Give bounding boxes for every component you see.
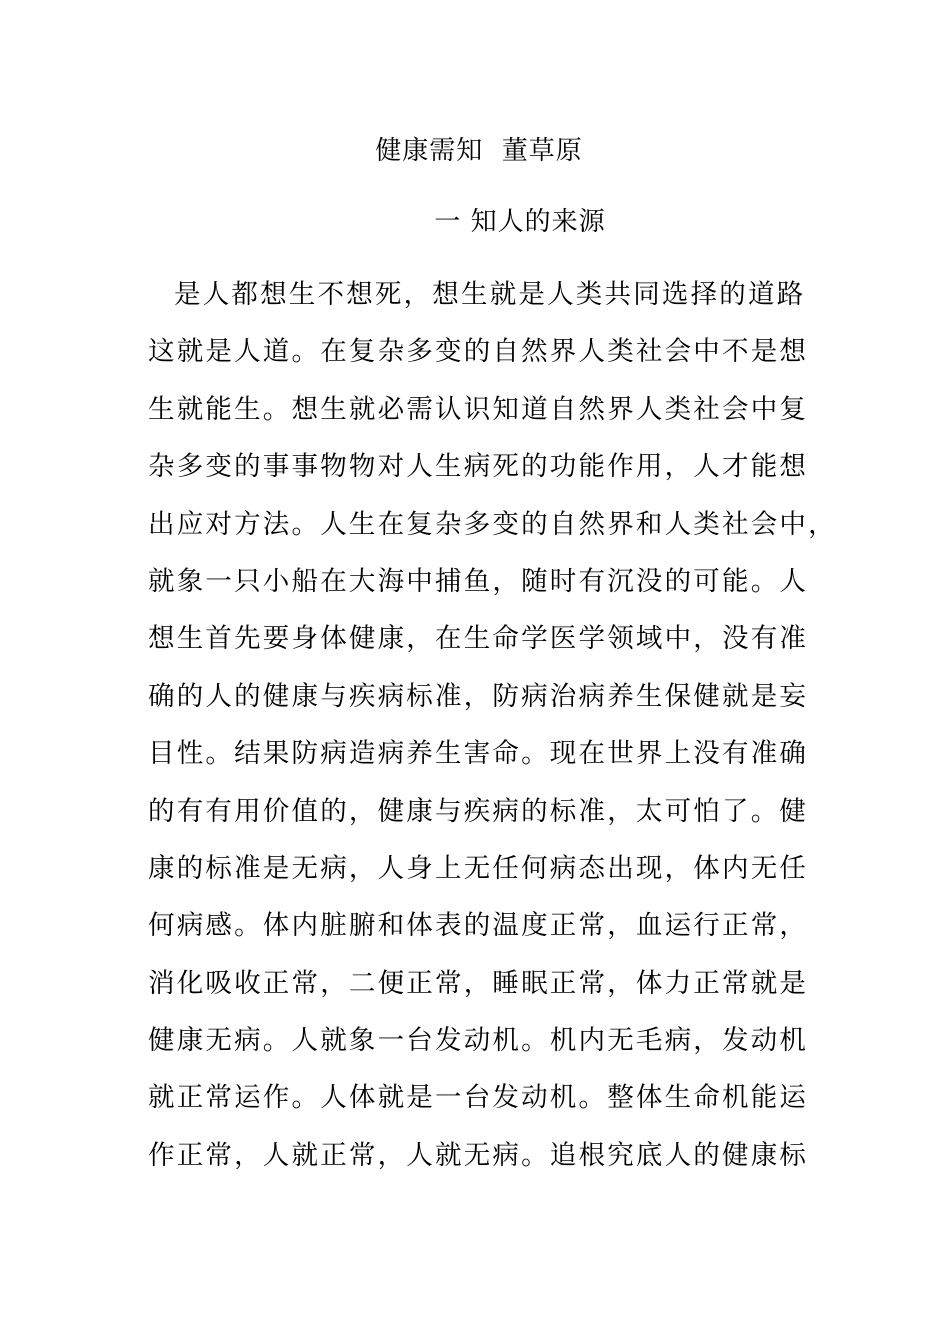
body-line: 生就能生。想生就必需认识知道自然界人类社会中复 [148, 393, 809, 425]
body-line: 杂多变的事事物物对人生病死的功能作用，人才能想 [148, 451, 809, 483]
body-line: 目性。结果防病造病养生害命。现在世界上没有准确 [148, 738, 809, 770]
body-line: 确的人的健康与疾病标准，防病治病养生保健就是妄 [148, 680, 809, 712]
body-line: 何病感。体内脏腑和体表的温度正常，血运行正常， [148, 910, 809, 942]
body-line: 想生首先要身体健康，在生命学医学领域中，没有准 [148, 623, 809, 655]
body-line: 康的标准是无病，人身上无任何病态出现，体内无任 [148, 852, 809, 884]
body-line: 就象一只小船在大海中捕鱼，随时有沉没的可能。人 [148, 565, 809, 597]
section-heading: 一 知人的来源 [434, 207, 606, 237]
document-title: 健康需知 董草原 [375, 136, 583, 166]
body-line: 的有有用价值的，健康与疾病的标准，太可怕了。健 [148, 795, 809, 827]
body-line: 是人都想生不想死，想生就是人类共同选择的道路 [174, 279, 806, 310]
body-line: 就正常运作。人体就是一台发动机。整体生命机能运 [148, 1082, 809, 1114]
body-line: 消化吸收正常，二便正常，睡眠正常，体力正常就是 [148, 967, 809, 999]
body-line: 健康无病。人就象一台发动机。机内无毛病，发动机 [148, 1025, 809, 1057]
body-line: 作正常，人就正常，人就无病。追根究底人的健康标 [148, 1139, 809, 1171]
body-line: 出应对方法。人生在复杂多变的自然界和人类社会中， [148, 508, 837, 540]
body-line: 这就是人道。在复杂多变的自然界人类社会中不是想 [148, 336, 809, 368]
body-text [148, 277, 838, 1195]
